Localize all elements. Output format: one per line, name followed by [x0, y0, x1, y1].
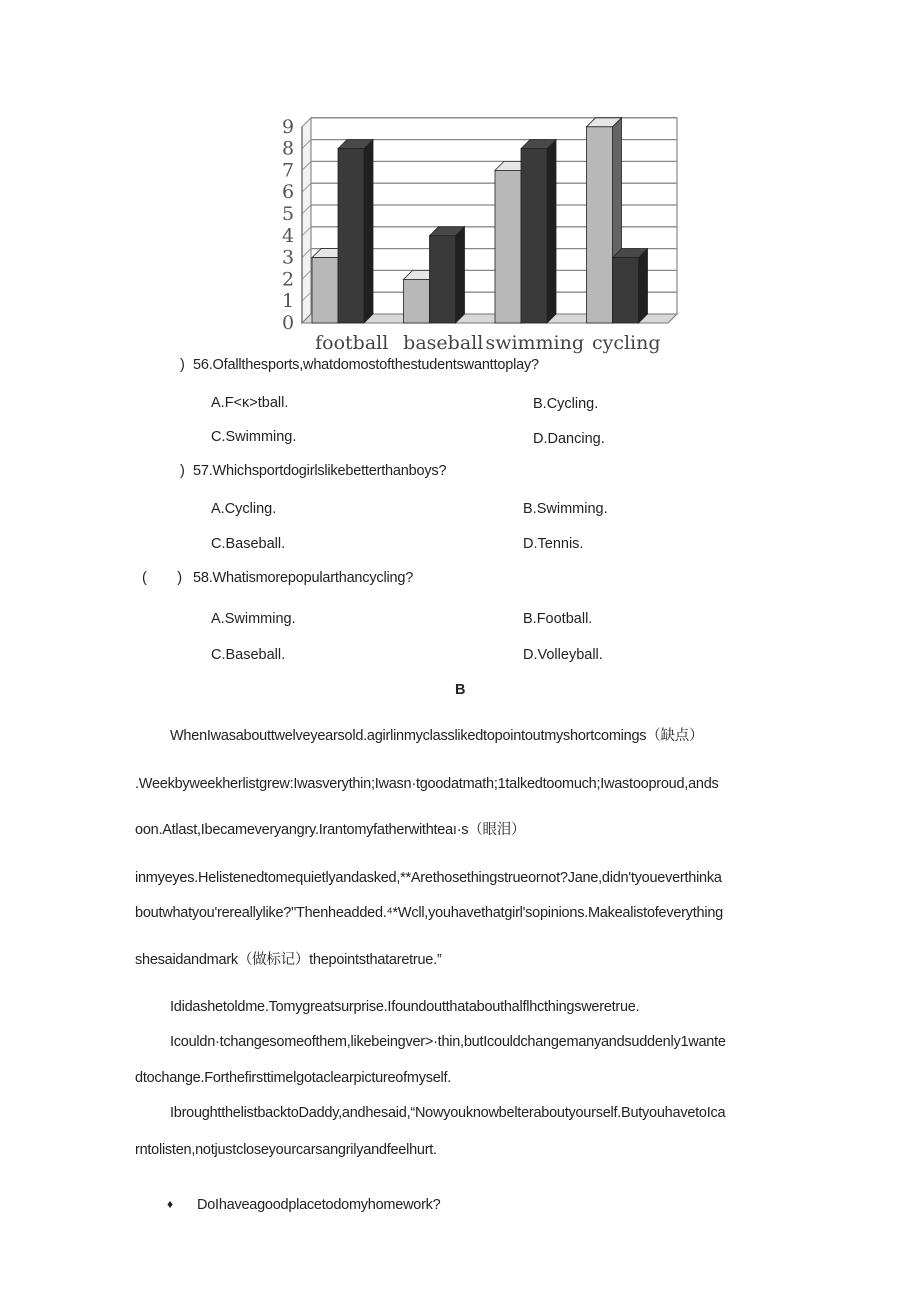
q57-option-d[interactable]: D.Tennis.	[523, 536, 584, 552]
y-tick-label: 2	[281, 268, 295, 291]
q58-option-a[interactable]: A.Swimming.	[211, 611, 296, 627]
y-tick-label: 9	[281, 115, 295, 138]
q56-option-a[interactable]: A.F<κ>tball.	[211, 395, 289, 411]
passage-line-7: Ididashetoldme.Tomygreatsurprise.Ifoundoutthatabouthalflhcthingsweretrue.	[170, 999, 640, 1015]
passage-line-10: IbroughtthelistbacktoDaddy,andhesaid,“Nowyouknowbelteraboutyourself.ButyouhavetoIca	[170, 1105, 726, 1121]
bar-baseball-dark	[430, 236, 456, 323]
y-tick-label: 5	[281, 203, 295, 225]
passage-line-4: inmyeyes.Helistenedtomequietlyandasked,**Arethosethingstrueornot?Jane,didn'tyoueverthinka	[135, 870, 722, 886]
q58-option-b[interactable]: B.Football.	[523, 611, 593, 627]
x-category-label: swimming	[485, 332, 585, 354]
q58-option-d[interactable]: D.Volleyball.	[523, 647, 603, 663]
passage-line-6: shesaidandmark（做标记）thepointsthataretrue.”	[135, 952, 442, 968]
bullet-question: DoIhaveagoodplacetodomyhomework?	[197, 1197, 441, 1213]
bar-swimming-light	[495, 170, 521, 323]
bar-side	[547, 140, 556, 323]
passage-line-1: WhenIwasabouttwelveyearsold.agirlinmyclasslikedtopointoutmyshortcomings（缺点）	[170, 728, 704, 744]
q58-text: 58.Whatismorepopularthancycling?	[193, 570, 414, 586]
q56-option-b[interactable]: B.Cycling.	[533, 396, 599, 412]
chart-left-wall	[302, 118, 311, 323]
bar-baseball-light	[404, 279, 430, 323]
q57-option-c[interactable]: C.Baseball.	[211, 536, 286, 552]
passage-line-8: Icouldn·tchangesomeofthem,likebeingver>·thin,butIcouldchangemanyandsuddenly1wante	[170, 1034, 726, 1050]
passage-line-5: boutwhatyou'rereallylike?"Thenheadded.⁴*Wcll,youhavethatgirl'sopinions.Makealistofeverything	[135, 905, 723, 921]
diamond-bullet-icon: ♦	[167, 1197, 174, 1211]
section-b-heading: B	[455, 682, 466, 698]
bar-side	[364, 140, 373, 323]
passage-line-2: .Weekbyweekherlistgrew:Iwasverythin;Iwasn·tgoodatmath;1talkedtoomuch;Iwastooproud,ands	[135, 776, 719, 792]
bar-side	[456, 227, 465, 323]
bar-cycling-dark	[613, 258, 639, 323]
q57-text: 57.Whichsportdogirlslikebetterthanboys?	[193, 463, 447, 479]
q56-bracket: )	[180, 357, 185, 373]
q56-option-d[interactable]: D.Dancing.	[533, 431, 605, 447]
passage-line-11: rntolisten,notjustcloseyourcarsangrilyandfeelhurt.	[135, 1142, 437, 1158]
q56-text: 56.Ofallthesports,whatdomostofthestudentswanttoplay?	[193, 357, 539, 373]
bar-swimming-dark	[521, 149, 547, 323]
q57-option-a[interactable]: A.Cycling.	[211, 501, 277, 517]
x-category-label: football	[315, 332, 389, 354]
q58-option-c[interactable]: C.Baseball.	[211, 647, 286, 663]
y-tick-label: 1	[281, 290, 295, 313]
bar-side	[639, 249, 648, 323]
q57-bracket: )	[180, 463, 185, 479]
passage-line-9: dtochange.Forthefirsttimelgotaclearpictureofmyself.	[135, 1070, 452, 1086]
y-tick-label: 0	[281, 312, 295, 334]
sports-bar-chart	[270, 112, 680, 360]
y-tick-label: 6	[281, 181, 295, 204]
bar-football-light	[312, 258, 338, 323]
q56-option-c[interactable]: C.Swimming.	[211, 429, 297, 445]
y-tick-label: 3	[281, 246, 295, 269]
bar-football-dark	[338, 149, 364, 323]
passage-line-3: oon.Atlast,Ibecameveryangry.Irantomyfatherwithteaı·s（眼泪）	[135, 822, 526, 838]
bar-cycling-light	[587, 127, 613, 323]
y-tick-label: 4	[281, 224, 295, 247]
x-category-label: baseball	[403, 332, 484, 354]
q57-option-b[interactable]: B.Swimming.	[523, 501, 608, 517]
q58-bracket: ( )	[142, 570, 182, 586]
x-category-label: cycling	[591, 332, 661, 354]
y-tick-label: 8	[281, 137, 295, 160]
y-tick-label: 7	[281, 159, 295, 182]
